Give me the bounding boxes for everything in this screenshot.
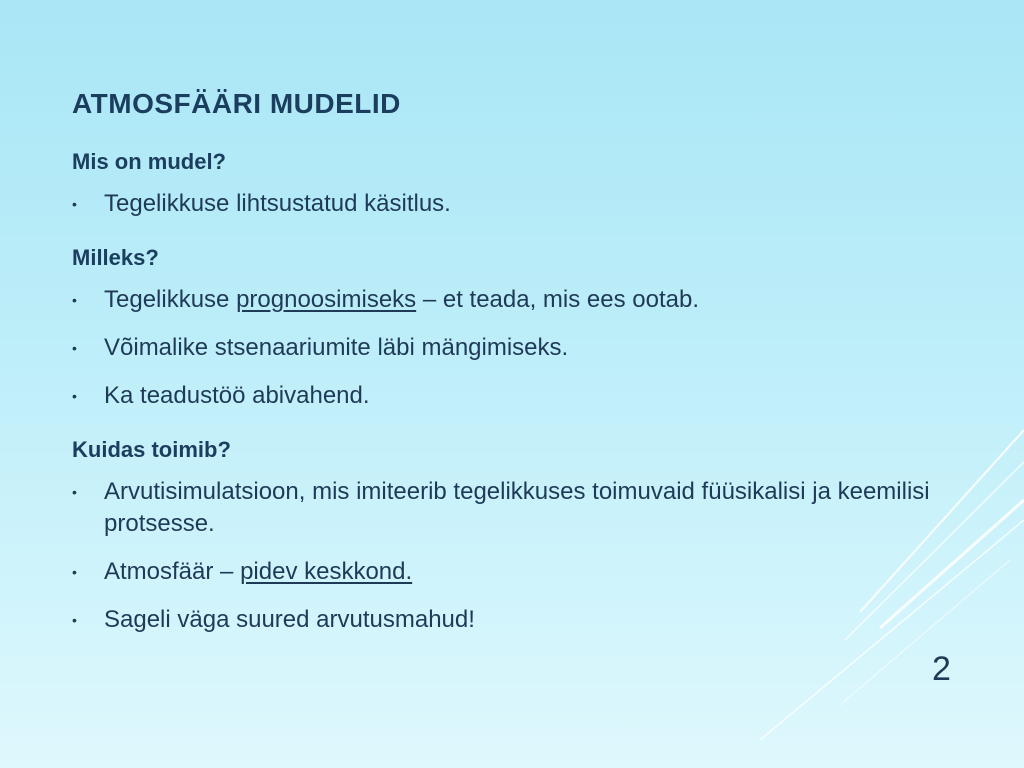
bullet-icon: • — [72, 564, 77, 580]
bullet-icon: • — [72, 196, 77, 212]
bullet-item: • Atmosfäär – pidev keskkond. — [72, 556, 932, 588]
bullet-icon: • — [72, 340, 77, 356]
slide-title: ATMOSFÄÄRI MUDELID — [72, 88, 401, 119]
section-heading-how-it-works: Kuidas toimib? — [72, 437, 231, 462]
bullet-icon: • — [72, 612, 77, 628]
hyperlink-pidev-keskkond[interactable]: pidev keskkond. — [240, 558, 413, 585]
bullet-icon: • — [72, 388, 77, 404]
bullet-item: • Sageli väga suured arvutusmahud! — [72, 604, 932, 636]
bullet-item: • Arvutisimulatsioon, mis imiteerib tegelikkuses toimuvaid füüsikalisi ja keemilisi protsesse. — [72, 478, 930, 537]
bullet-icon: • — [72, 484, 77, 500]
bullet-item: • Võimalike stsenaariumite läbi mängimiseks. — [72, 332, 932, 364]
section-heading-why: Milleks? — [72, 245, 159, 270]
page-number: 2 — [932, 650, 951, 688]
slide-content — [72, 140, 932, 652]
bullet-item: • Tegelikkuse lihtsustatud käsitlus. — [72, 188, 932, 220]
bullet-item: • Ka teadustöö abivahend. — [72, 380, 932, 412]
hyperlink-prognoosimiseks[interactable]: prognoosimiseks — [236, 286, 417, 313]
bullet-icon: • — [72, 292, 77, 308]
bullet-item: • Tegelikkuse prognoosimiseks – et teada, mis ees ootab. — [72, 284, 932, 316]
section-heading-what-is-model: Mis on mudel? — [72, 149, 226, 174]
